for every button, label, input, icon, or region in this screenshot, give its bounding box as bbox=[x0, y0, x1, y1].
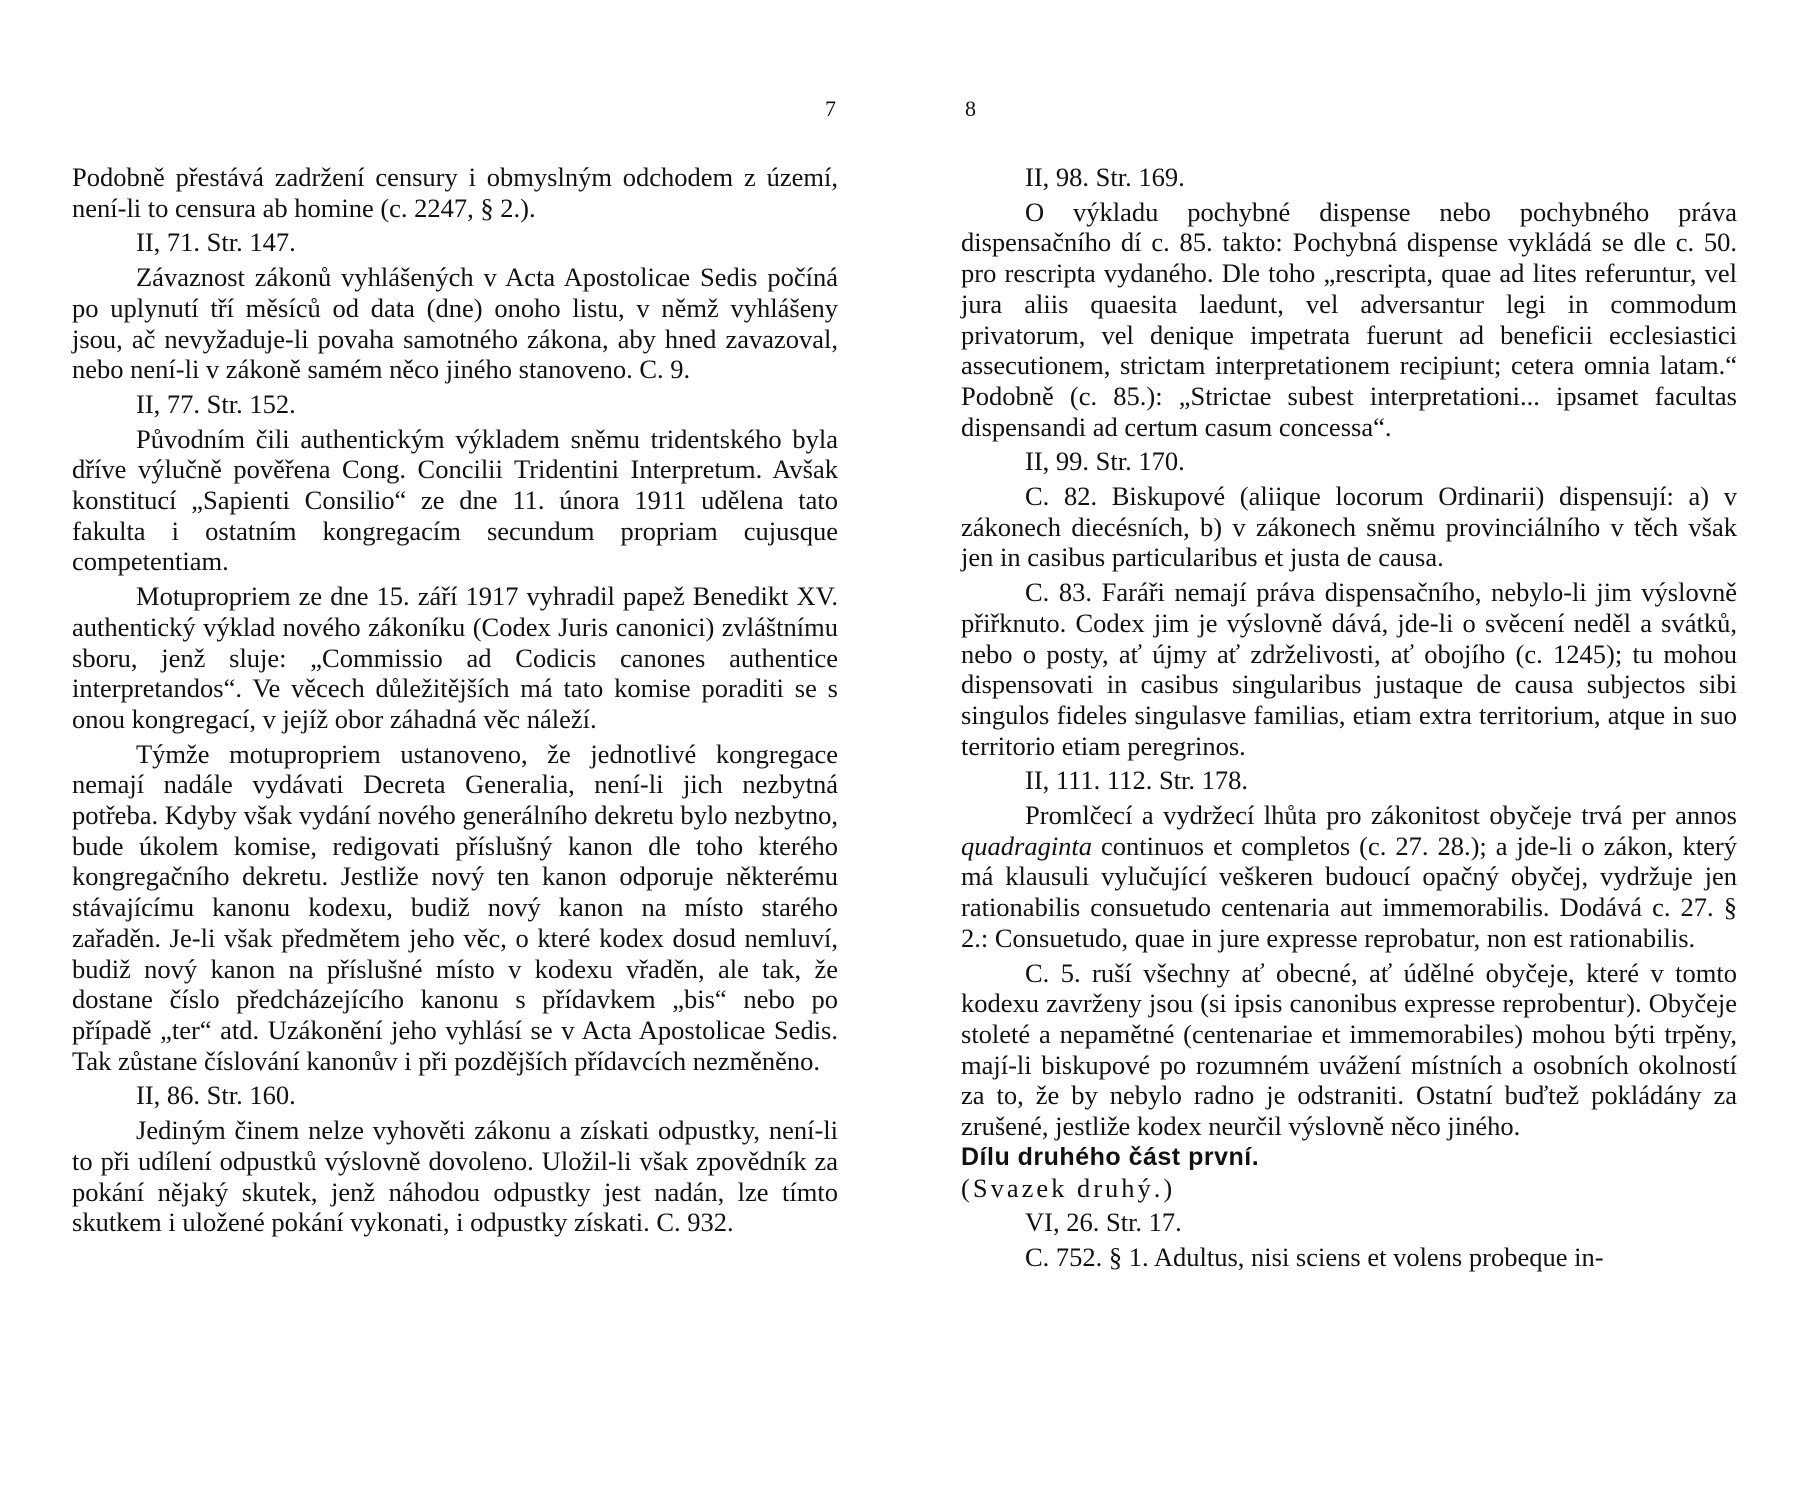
paragraph: Podobně přestává zadržení censury i obmyslným odchodem z území, není-li to censura ab homine (c. 2247, § 2.). bbox=[72, 162, 838, 223]
reference-line: II, 71. Str. 147. bbox=[136, 227, 296, 258]
paragraph: Původním čili authentickým výkladem sněmu tridentského byla dříve výlučně pověřena Cong. Concilii Tridentini Interpretum. Avšak konstitucí „Sapienti Consilio“ ze dne 11. února 1911 udělena tato fakulta i ostatním kongregacím secundum propriam cujusque competentiam. bbox=[72, 423, 838, 577]
left-page-text bbox=[72, 162, 838, 1238]
right-page-text bbox=[961, 162, 1737, 1273]
section-subheading: (Svazek druhý.) bbox=[961, 1172, 1176, 1203]
paragraph: C. 82. Biskupové (aliique locorum Ordinarii) dispensují: a) v zákonech diecésních, b) v zákonech sněmu provinciálního v těch však jen in casibus particularibus et justa de causa. bbox=[961, 481, 1737, 573]
reference-line: II, 86. Str. 160. bbox=[136, 1080, 296, 1111]
paragraph: Týmže motupropriem ustanoveno, že jednotlivé kongregace nemají nadále vydávati Decreta Generalia, není-li jich nezbytná potřeba. Kdyby však vydání nového generálního dekretu bylo nezbytno, bude úkolem komise, redigovati příslušný kanon dle toho kterého kongregačního dekretu. Jestliže nový ten kanon odporuje některému stávajícímu kanonu kodexu, budiž nový kanon na místo starého zařaděn. Je-li však předmětem jeho věc, o které kodex dosud nemluví, budiž nový kanon na příslušné místo v kodexu vřaděn, ale tak, že dostane číslo předcházejícího kanonu s přídavkem „bis“ nebo po případě „ter“ atd. Uzákonění jeho vyhlásí se v Acta Apostolicae Sedis. Tak zůstane číslování kanonův i při pozdějších přídavcích nezměněno. bbox=[72, 738, 838, 1076]
text-run: continuos et completos (c. 27. 28.); a jde-li o zákon, který má klausuli vylučující veškeren budoucí opačný obyčej, vydržuje jen rationabilis consuetudo centenaria aut immemorabilis. Dodává c. 27. § 2.: Consuetudo, quae in jure expresse reprobatur, non est rationabilis. bbox=[961, 830, 1737, 953]
page-number-right: 8 bbox=[965, 96, 976, 121]
section-heading: Dílu druhého část první. bbox=[961, 1142, 1260, 1171]
paragraph bbox=[961, 800, 1737, 954]
paragraph: Závaznost zákonů vyhlášených v Acta Apostolicae Sedis počíná po uplynutí tří měsíců od data (dne) onoho listu, v němž vyhlášeny jsou, ač nevyžaduje-li povaha samotného zákona, aby hned zavazoval, nebo není-li v zákoně samém něco jiného stanoveno. C. 9. bbox=[72, 262, 838, 385]
reference-line: II, 99. Str. 170. bbox=[1025, 446, 1185, 477]
page-number-left: 7 bbox=[825, 96, 836, 121]
italic-term: quadraginta bbox=[961, 830, 1093, 861]
right-page bbox=[897, 0, 1794, 1500]
paragraph: O výkladu pochybné dispense nebo pochybného práva dispensačního dí c. 85. takto: Pochybná dispense vykládá se dle c. 50. pro rescripta vydaného. Dle toho „rescripta, quae ad lites referuntur, vel jura aliis quaesita laedunt, vel adversantur legi in commodum privatorum, vel denique impetrata fuerunt ad beneficii ecclesiastici assecutionem, strictam interpretationem recipiunt; cetera omnia latam.“ Podobně (c. 85.): „Strictae subest interpretationi... ipsamet facultas dispensandi ad certum casum concessa“. bbox=[961, 196, 1737, 442]
paragraph: Motupropriem ze dne 15. září 1917 vyhradil papež Benedikt XV. authentický výklad nového zákoníku (Codex Juris canonici) zvláštnímu sboru, jenž sluje: „Commissio ad Codicis canones authentice interpretandos“. Ve věcech důležitějších má tato komise poraditi se s onou kongregací, v jejíž obor záhadná věc náleží. bbox=[72, 581, 838, 734]
reference-line: II, 98. Str. 169. bbox=[1025, 162, 1185, 192]
paragraph: C. 752. § 1. Adultus, nisi sciens et volens probeque in- bbox=[1025, 1241, 1604, 1272]
paragraph: C. 83. Faráři nemají práva dispensačního, nebylo-li jim výslovně přiřknuto. Codex jim je výslovně dává, jde-li o svěcení neděl a svátků, nebo o posty, ať újmy ať zdrželivosti, ať obojího (c. 1245); tu mohou dispensovati in casibus singularibus justaque de causa subjectos sibi singulos fideles singulasve familias, etiam extra territorium, atque in suo territorio etiam peregrinos. bbox=[961, 577, 1737, 761]
paragraph: Jediným činem nelze vyhověti zákonu a získati odpustky, není-li to při udílení odpustků výslovně dovoleno. Uložil-li však zpovědník za pokání nějaký skutek, jenž náhodou odpustky jest nadán, lze tímto skutkem i uložené pokání vykonati, i odpustky získati. C. 932. bbox=[72, 1115, 838, 1238]
reference-line: VI, 26. Str. 17. bbox=[1025, 1207, 1182, 1238]
reference-line: II, 77. Str. 152. bbox=[136, 388, 296, 419]
reference-line: II, 111. 112. Str. 178. bbox=[1025, 765, 1249, 796]
text-run: Promlčecí a vydržecí lhůta pro zákonitost obyčeje trvá per annos bbox=[1025, 800, 1737, 831]
paragraph: C. 5. ruší všechny ať obecné, ať údělné obyčeje, které v tomto kodexu zavrženy jsou (si ipsis canonibus expresse reprobentur). Obyčeje stoleté a nepamětné (centenariae et immemorabiles) mohou býti trpěny, mají-li biskupové po rozumném uvážení místních a osobních okolností za to, že by nebylo radno je odstraniti. Ostatní buďtež pokládány za zrušené, jestliže kodex neurčil výslovně něco jiného. bbox=[961, 957, 1737, 1142]
